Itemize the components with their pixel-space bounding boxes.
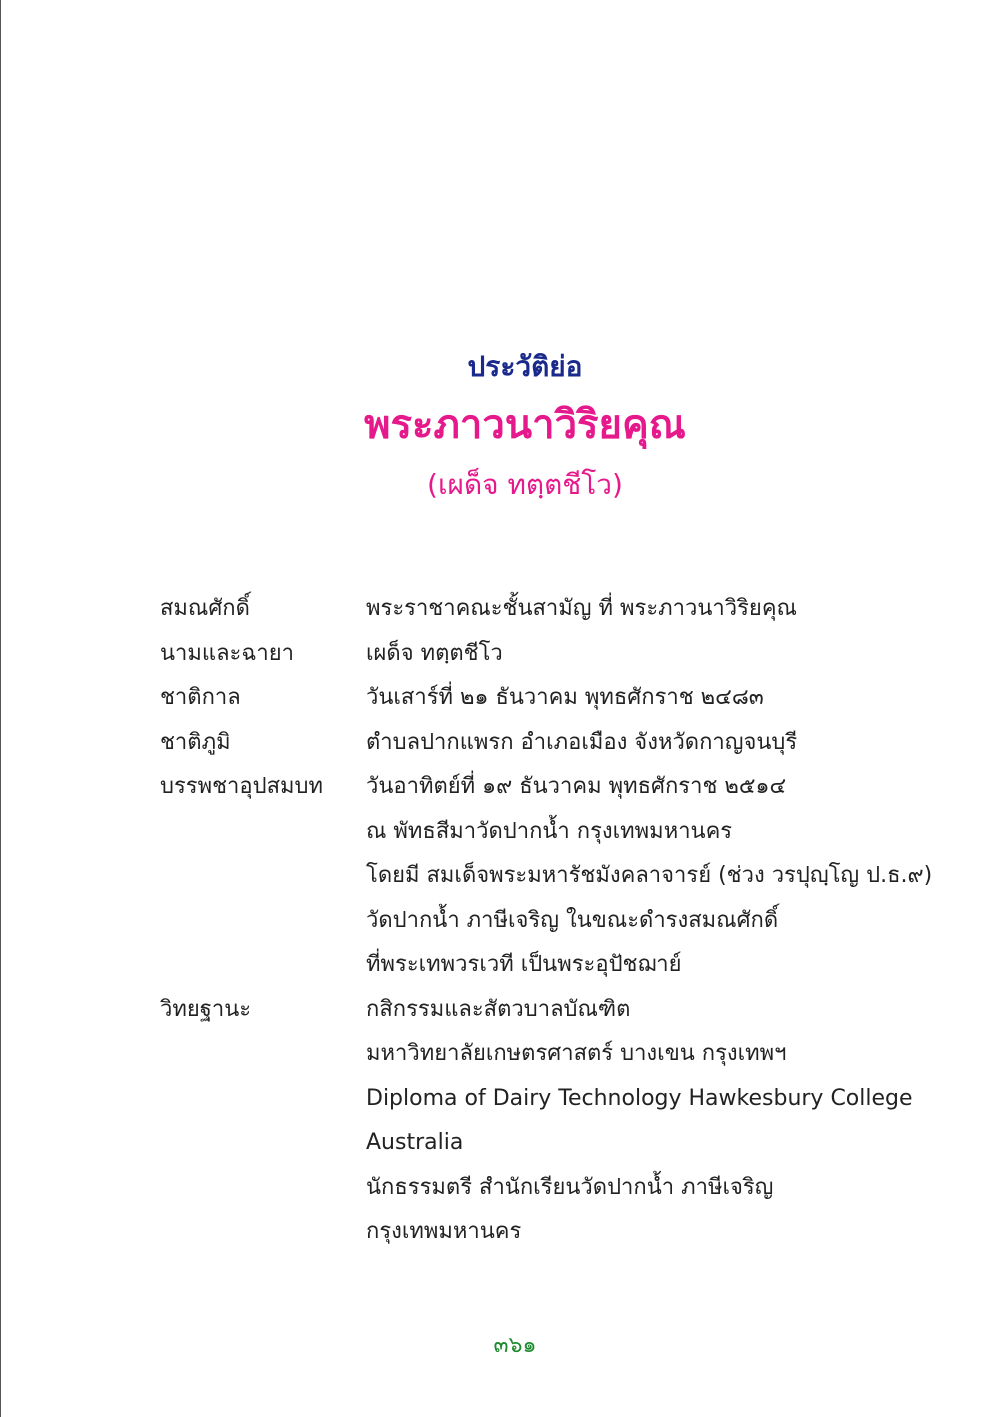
- bio-value-line: โดยมี สมเด็จพระมหารัชมังคลาจารย์ (ช่วง วรปุญฺโญ ป.ธ.๙): [366, 863, 933, 888]
- bio-row-education: [160, 988, 920, 1255]
- bio-values: [366, 765, 932, 988]
- bio-row-ordination: [160, 765, 933, 988]
- biography-table: [160, 587, 933, 1255]
- bio-values: [366, 587, 920, 632]
- bio-value-line: ตำบลปากแพรก อำเภอเมือง จังหวัดกาญจนบุรี: [366, 729, 798, 755]
- bio-value-line: มหาวิทยาลัยเกษตรศาสตร์ บางเขน กรุงเทพฯ: [366, 1041, 787, 1066]
- bio-value-line: พระราชาคณะชั้นสามัญ ที่ พระภาวนาวิริยคุณ: [366, 596, 797, 621]
- bio-row-birthplace: [160, 721, 920, 766]
- bio-value-line: ที่พระเทพวรเวที เป็นพระอุปัชฌาย์: [366, 952, 682, 977]
- bio-values: [366, 721, 920, 766]
- bio-value-line: Australia: [366, 1130, 464, 1155]
- bio-values: [366, 676, 920, 721]
- bio-value-line: วันอาทิตย์ที่ ๑๙ ธันวาคม พุทธศักราช ๒๕๑๔: [366, 774, 787, 799]
- bio-value-line: นักธรรมตรี สำนักเรียนวัดปากน้ำ ภาษีเจริญ: [366, 1174, 774, 1200]
- bio-label: วิทยฐานะ: [160, 996, 252, 1022]
- bio-label: บรรพชาอุปสมบท: [160, 774, 323, 799]
- page-subtitle: (เผด็จ ทตฺตชีโว): [427, 468, 623, 501]
- page-left-border: [0, 0, 1, 1417]
- page-title: พระภาวนาวิริยคุณ: [364, 402, 686, 448]
- bio-value-line: เผด็จ ทตฺตชีโว: [366, 640, 503, 666]
- bio-row-name: [160, 632, 920, 677]
- bio-label: ชาติภูมิ: [160, 729, 231, 755]
- bio-value-line: Diploma of Dairy Technology Hawkesbury College: [366, 1085, 913, 1111]
- bio-row-birth-date: [160, 676, 920, 721]
- bio-values: [366, 988, 920, 1255]
- bio-value-line: วันเสาร์ที่ ๒๑ ธันวาคม พุทธศักราช ๒๔๘๓: [366, 685, 764, 710]
- bio-label: ชาติกาล: [160, 685, 241, 710]
- page-number: ๓๖๑: [493, 1333, 537, 1358]
- bio-value-line: ณ พัทธสีมาวัดปากน้ำ กรุงเทพมหานคร: [366, 818, 733, 844]
- bio-label: นามและฉายา: [160, 640, 294, 666]
- bio-row-rank: [160, 587, 920, 632]
- section-title: ประวัติย่อ: [467, 350, 583, 383]
- bio-values: [366, 632, 920, 677]
- bio-value-line: วัดปากน้ำ ภาษีเจริญ ในขณะดำรงสมณศักดิ์: [366, 907, 779, 933]
- bio-value-line: กสิกรรมและสัตวบาลบัณฑิต: [366, 996, 631, 1022]
- bio-label: สมณศักดิ์: [160, 596, 250, 621]
- heading-block: [0, 345, 1000, 507]
- bio-value-line: กรุงเทพมหานคร: [366, 1219, 522, 1244]
